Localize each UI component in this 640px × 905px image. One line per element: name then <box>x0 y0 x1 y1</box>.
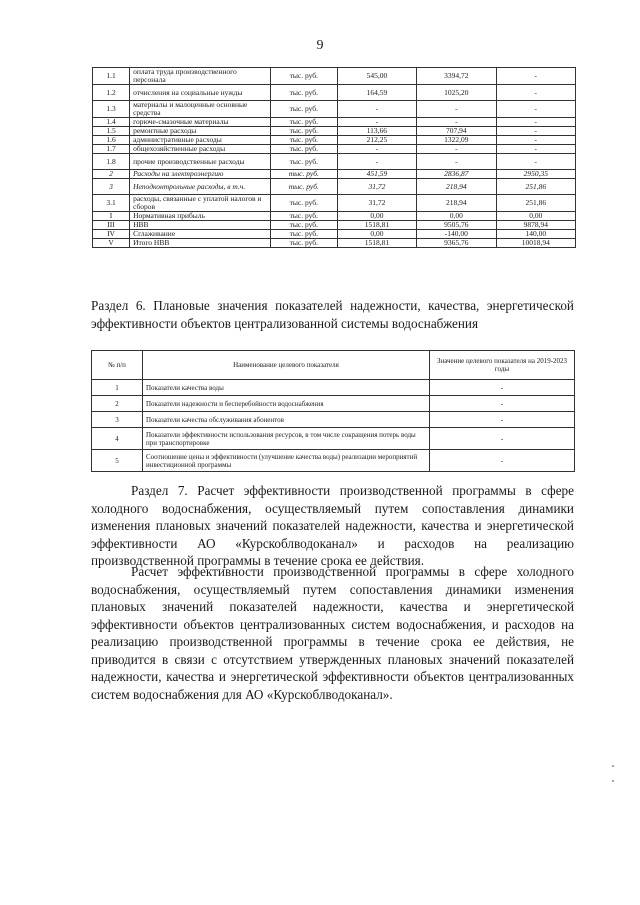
row-unit: тыс. руб. <box>270 212 337 221</box>
row-value-1: 31,72 <box>337 179 416 195</box>
indicator-number: 2 <box>92 396 143 412</box>
row-number: 1.3 <box>93 101 130 118</box>
table-row <box>92 380 575 396</box>
row-value-2: 9505,76 <box>417 221 496 230</box>
row-value-3: - <box>496 145 575 154</box>
section-7-heading: Раздел 7. Расчет эффективности производственной программы в сфере холодного водоснабжения, осуществляемый путем сопоставления динамики изменения плановых значений показателей надежности, качества и энергетической эффективности АО «Курскоблводоканал» и расходов на реализацию производственной программы в течение срока ее действия. <box>91 483 574 568</box>
row-name: Неподконтрольные расходы, в т.ч. <box>130 179 271 195</box>
table-row <box>93 212 576 221</box>
row-unit: тыс. руб. <box>270 170 337 179</box>
row-value-3: 140,00 <box>496 230 575 239</box>
table-row <box>93 195 576 212</box>
scan-speck <box>612 780 614 782</box>
row-value-3: - <box>496 136 575 145</box>
row-value-3: 251,86 <box>496 179 575 195</box>
row-unit: тыс. руб. <box>270 118 337 127</box>
row-number: 1.2 <box>93 85 130 101</box>
row-value-2: -140,00 <box>417 230 496 239</box>
row-name: НВВ <box>130 221 271 230</box>
row-value-1: 31,72 <box>337 195 416 212</box>
row-name: Сглаживание <box>130 230 271 239</box>
indicator-name: Показатели эффективности использования ресурсов, в том числе сокращения потерь воды при транспортировке <box>143 428 430 450</box>
indicator-name: Показатели качества воды <box>143 380 430 396</box>
table-row <box>92 428 575 450</box>
row-name: общехозяйственные расходы <box>130 145 271 154</box>
indicator-value: - <box>430 450 575 472</box>
target-indicators-table <box>91 350 575 472</box>
indicator-value: - <box>430 396 575 412</box>
row-unit: тыс. руб. <box>270 195 337 212</box>
indicator-number: 5 <box>92 450 143 472</box>
row-number: 3 <box>93 179 130 195</box>
table-row <box>93 85 576 101</box>
row-value-3: - <box>496 68 575 85</box>
row-value-2: - <box>417 154 496 170</box>
row-unit: тыс. руб. <box>270 68 337 85</box>
indicator-name: Показатели надежности и бесперебойности водоснабжения <box>143 396 430 412</box>
row-number: III <box>93 221 130 230</box>
row-unit: тыс. руб. <box>270 127 337 136</box>
row-value-2: 1322,09 <box>417 136 496 145</box>
table-header-target-value: Значение целевого показателя на 2019-2023 годы <box>430 351 575 380</box>
row-unit: тыс. руб. <box>270 154 337 170</box>
row-value-2: - <box>417 145 496 154</box>
row-value-3: - <box>496 101 575 118</box>
indicator-number: 4 <box>92 428 143 450</box>
row-number: 2 <box>93 170 130 179</box>
section-6-heading: Раздел 6. Плановые значения показателей надежности, качества, энергетической эффективности объектов централизованной системы водоснабжения <box>91 298 574 331</box>
indicator-number: 1 <box>92 380 143 396</box>
indicator-name: Показатели качества обслуживания абонентов <box>143 412 430 428</box>
row-value-2: 3394,72 <box>417 68 496 85</box>
row-name: административные расходы <box>130 136 271 145</box>
row-value-3: - <box>496 127 575 136</box>
row-value-2: 707,94 <box>417 127 496 136</box>
row-value-1: - <box>337 145 416 154</box>
row-name: прочие производственные расходы <box>130 154 271 170</box>
table-row <box>92 396 575 412</box>
row-value-3: 2950,35 <box>496 170 575 179</box>
row-value-3: - <box>496 154 575 170</box>
row-name: ремонтные расходы <box>130 127 271 136</box>
row-value-1: 0,00 <box>337 212 416 221</box>
row-value-2: - <box>417 118 496 127</box>
row-number: 3.1 <box>93 195 130 212</box>
row-value-1: 1518,81 <box>337 221 416 230</box>
row-value-1: 113,66 <box>337 127 416 136</box>
row-number: 1.1 <box>93 68 130 85</box>
row-number: 1.5 <box>93 127 130 136</box>
row-name: расходы, связанные с уплатой налогов и сборов <box>130 195 271 212</box>
row-value-1: 545,00 <box>337 68 416 85</box>
section-7-body: Расчет эффективности производственной программы в сфере холодного водоснабжения, осуществляемый путем сопоставления динамики изменения плановых значений показателей надежности, качества и энергетической эффективности объектов централизованных систем водоснабжения, и расходов на реализацию производственной программы в течение срока ее действия, не приводится в связи с отсутствием утвержденных плановых значений показателей надежности, качества и энергетической эффективности объектов централизованных систем водоснабжения для АО «Курскоблводоканал». <box>91 564 574 702</box>
row-unit: тыс. руб. <box>270 179 337 195</box>
row-value-2: 1025,20 <box>417 85 496 101</box>
row-name: Нормативная прибыль <box>130 212 271 221</box>
row-value-3: 10018,94 <box>496 239 575 248</box>
table-row <box>92 412 575 428</box>
row-name: оплата труда производственного персонала <box>130 68 271 85</box>
row-unit: тыс. руб. <box>270 239 337 248</box>
row-unit: тыс. руб. <box>270 136 337 145</box>
row-value-1: 164,59 <box>337 85 416 101</box>
expenses-table <box>92 67 576 248</box>
table-row <box>93 239 576 248</box>
row-number: 1.7 <box>93 145 130 154</box>
table-row <box>92 450 575 472</box>
row-number: 1.4 <box>93 118 130 127</box>
row-value-1: 0,00 <box>337 230 416 239</box>
row-unit: тыс. руб. <box>270 221 337 230</box>
row-name: Итого НВВ <box>130 239 271 248</box>
indicator-value: - <box>430 380 575 396</box>
row-value-2: 218,94 <box>417 179 496 195</box>
row-value-3: - <box>496 118 575 127</box>
table-row <box>93 68 576 85</box>
indicator-number: 3 <box>92 412 143 428</box>
table-row <box>93 154 576 170</box>
row-value-3: 9878,94 <box>496 221 575 230</box>
row-unit: тыс. руб. <box>270 101 337 118</box>
row-name: Расходы на электроэнергию <box>130 170 271 179</box>
row-value-3: 0,00 <box>496 212 575 221</box>
row-value-2: 218,94 <box>417 195 496 212</box>
row-value-1: - <box>337 118 416 127</box>
indicator-name: Соотношение цены и эффективности (улучшение качества воды) реализации мероприятий инвестиционной программы <box>143 450 430 472</box>
table-header-indicator-name: Наименование целевого показателя <box>143 351 430 380</box>
row-value-1: 451,59 <box>337 170 416 179</box>
row-number: IV <box>93 230 130 239</box>
row-value-2: 2836,87 <box>417 170 496 179</box>
row-unit: тыс. руб. <box>270 145 337 154</box>
table-header-number: № п/п <box>92 351 143 380</box>
row-value-1: 212,25 <box>337 136 416 145</box>
row-number: 1.6 <box>93 136 130 145</box>
table-row <box>93 170 576 179</box>
row-value-2: 0,00 <box>417 212 496 221</box>
row-value-3: 251,86 <box>496 195 575 212</box>
table-row <box>93 145 576 154</box>
row-value-1: - <box>337 101 416 118</box>
row-value-1: - <box>337 154 416 170</box>
row-value-1: 1518,81 <box>337 239 416 248</box>
row-value-2: 9365,76 <box>417 239 496 248</box>
row-number: I <box>93 212 130 221</box>
row-unit: тыс. руб. <box>270 85 337 101</box>
page-number: 9 <box>316 38 324 53</box>
row-name: горюче-смазочные материалы <box>130 118 271 127</box>
indicator-value: - <box>430 428 575 450</box>
row-number: V <box>93 239 130 248</box>
row-unit: тыс. руб. <box>270 230 337 239</box>
scan-speck <box>612 765 614 767</box>
row-name: отчисления на социальные нужды <box>130 85 271 101</box>
table-row <box>93 101 576 118</box>
row-value-2: - <box>417 101 496 118</box>
table-row <box>93 179 576 195</box>
row-value-3: - <box>496 85 575 101</box>
indicator-value: - <box>430 412 575 428</box>
row-number: 1.8 <box>93 154 130 170</box>
row-name: материалы и малоценные основные средства <box>130 101 271 118</box>
